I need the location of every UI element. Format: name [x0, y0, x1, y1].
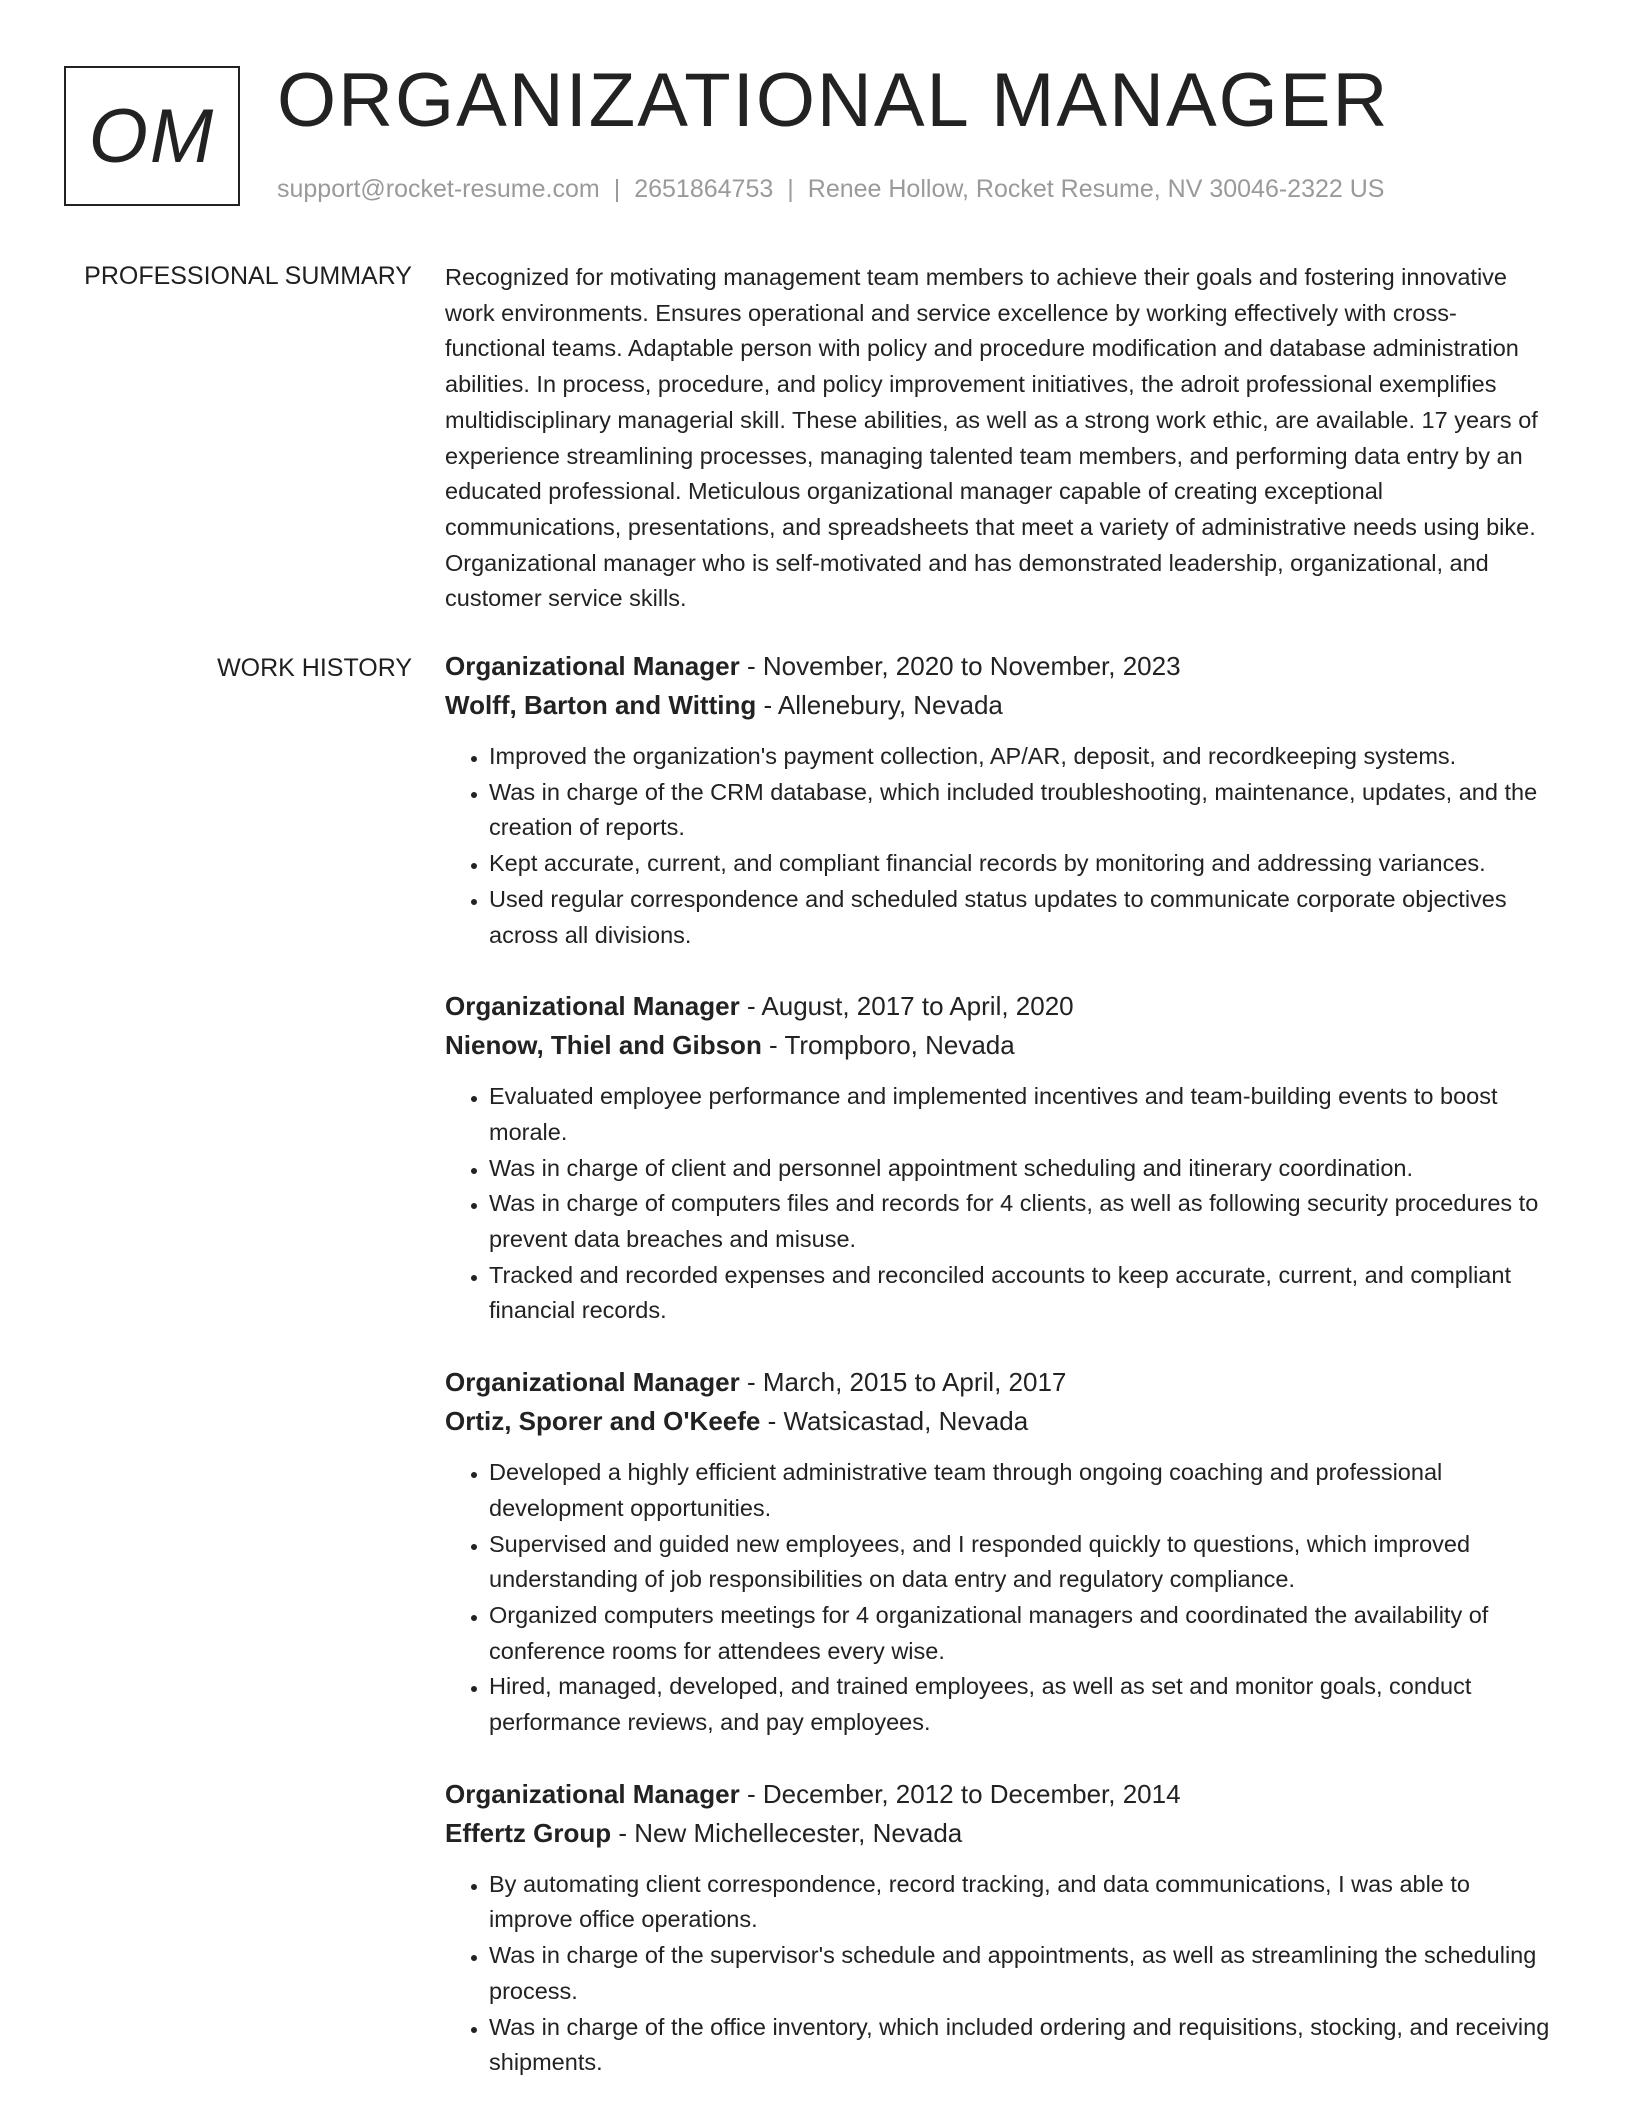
job-bullets — [445, 1079, 1555, 1329]
job-location: - Allenebury, Nevada — [756, 690, 1003, 720]
job-location: - Watsicastad, Nevada — [760, 1406, 1029, 1437]
job-entry — [445, 647, 1555, 953]
contact-email[interactable]: support@rocket-resume.com — [277, 175, 600, 203]
job-title-line — [445, 987, 1555, 1026]
job-title-line — [445, 1775, 1555, 1814]
job-entry — [445, 987, 1555, 1329]
job-company: Ortiz, Sporer and O'Keefe — [445, 1406, 761, 1437]
job-title: Organizational Manager — [445, 651, 740, 681]
job-location: - Trompboro, Nevada — [761, 1030, 1015, 1061]
job-company-line — [445, 686, 1555, 725]
job-bullets — [445, 1867, 1555, 2081]
monogram-logo: OM — [64, 66, 240, 206]
job-bullet: • Was in charge of computers files and records for 4 clients, as well as following security procedures to prevent data breaches and misuse. — [489, 1186, 1555, 1257]
job-title-line — [445, 1363, 1555, 1402]
summary-text: Recognized for motivating management team members to achieve their goals and fostering innovative work environments. Ensures operational and service excellence by working effectively with cross-functional teams. Adaptable person with policy and procedure modification and database administration abilities. In process, procedure, and policy improvement initiatives, the adroit professional exemplifies multidisciplinary managerial skill. These abilities, as well as a strong work ethic, are available. 17 years of experience streamlining processes, managing talented team members, and performing data entry by an educated professional. Meticulous organizational manager capable of creating exceptional communications, presentations, and spreadsheets that meet a variety of administrative needs using bike. Organizational manager who is self-motivated and has demonstrated leadership, organizational, and customer service skills. — [445, 264, 1538, 612]
job-bullets — [445, 1455, 1555, 1741]
job-company: Wolff, Barton and Witting — [445, 690, 757, 720]
job-dates: - November, 2020 to November, 2023 — [739, 651, 1181, 681]
job-company: Effertz Group — [445, 1817, 612, 1848]
job-dates: - August, 2017 to April, 2020 — [739, 991, 1074, 1022]
job-bullet: • Supervised and guided new employees, and I responded quickly to questions, which improved understanding of job responsibilities on data entry and regulatory compliance. — [489, 1527, 1555, 1598]
job-bullet: • Was in charge of the CRM database, which included troubleshooting, maintenance, updates, and the creation of reports. — [489, 775, 1555, 846]
job-entry — [445, 1775, 1555, 2081]
contact-separator: | — [787, 175, 794, 203]
job-bullet: • Developed a highly efficient administrative team through ongoing coaching and professional development opportunities. — [489, 1455, 1555, 1526]
job-bullet: • Evaluated employee performance and implemented incentives and team-building events to boost morale. — [489, 1079, 1555, 1150]
contact-address: Renee Hollow, Rocket Resume, NV 30046-2322 US — [807, 175, 1385, 203]
job-dates: - December, 2012 to December, 2014 — [739, 1778, 1181, 1809]
job-bullet: • Was in charge of the office inventory, which included ordering and requisitions, stocking, and receiving shipments. — [489, 2010, 1555, 2081]
job-company-line — [445, 1402, 1555, 1441]
job-title: Organizational Manager — [445, 1778, 740, 1809]
job-bullet: • Was in charge of client and personnel appointment scheduling and itinerary coordination. — [489, 1151, 1555, 1187]
job-title-line — [445, 647, 1555, 686]
job-dates: - March, 2015 to April, 2017 — [739, 1367, 1067, 1398]
job-company: Nienow, Thiel and Gibson — [445, 1030, 762, 1061]
job-list — [445, 647, 1555, 2115]
job-bullet: • Organized computers meetings for 4 organizational managers and coordinated the availability of conference rooms for attendees every wise. — [489, 1598, 1555, 1669]
job-bullet: • Tracked and recorded expenses and reconciled accounts to keep accurate, current, and compliant financial records. — [489, 1258, 1555, 1329]
contact-separator: | — [613, 175, 621, 203]
job-company-line — [445, 1026, 1555, 1065]
job-bullet: • Improved the organization's payment collection, AP/AR, deposit, and recordkeeping systems. — [489, 739, 1555, 775]
job-title: Organizational Manager — [445, 991, 740, 1022]
section-label-summary: PROFESSIONAL SUMMARY — [84, 262, 412, 290]
job-bullet: • By automating client correspondence, record tracking, and data communications, I was able to improve office operations. — [489, 1867, 1555, 1938]
job-location: - New Michellecester, Nevada — [611, 1817, 963, 1848]
job-bullet: • Kept accurate, current, and compliant financial records by monitoring and addressing variances. — [489, 846, 1555, 882]
contact-phone[interactable]: 2651864753 — [634, 175, 774, 203]
job-bullet: • Used regular correspondence and scheduled status updates to communicate corporate objectives across all divisions. — [489, 882, 1555, 953]
job-entry — [445, 1363, 1555, 1741]
job-company-line — [445, 1814, 1555, 1853]
job-bullets — [445, 739, 1555, 953]
job-bullet: • Hired, managed, developed, and trained employees, as well as set and monitor goals, conduct performance reviews, and pay employees. — [489, 1669, 1555, 1740]
job-title: Organizational Manager — [445, 1367, 740, 1398]
section-label-work-history: WORK HISTORY — [217, 654, 412, 682]
resume-title: ORGANIZATIONAL MANAGER — [277, 58, 1390, 143]
contact-line — [277, 174, 1384, 204]
job-bullet: • Was in charge of the supervisor's schedule and appointments, as well as streamlining the scheduling process. — [489, 1938, 1555, 2009]
